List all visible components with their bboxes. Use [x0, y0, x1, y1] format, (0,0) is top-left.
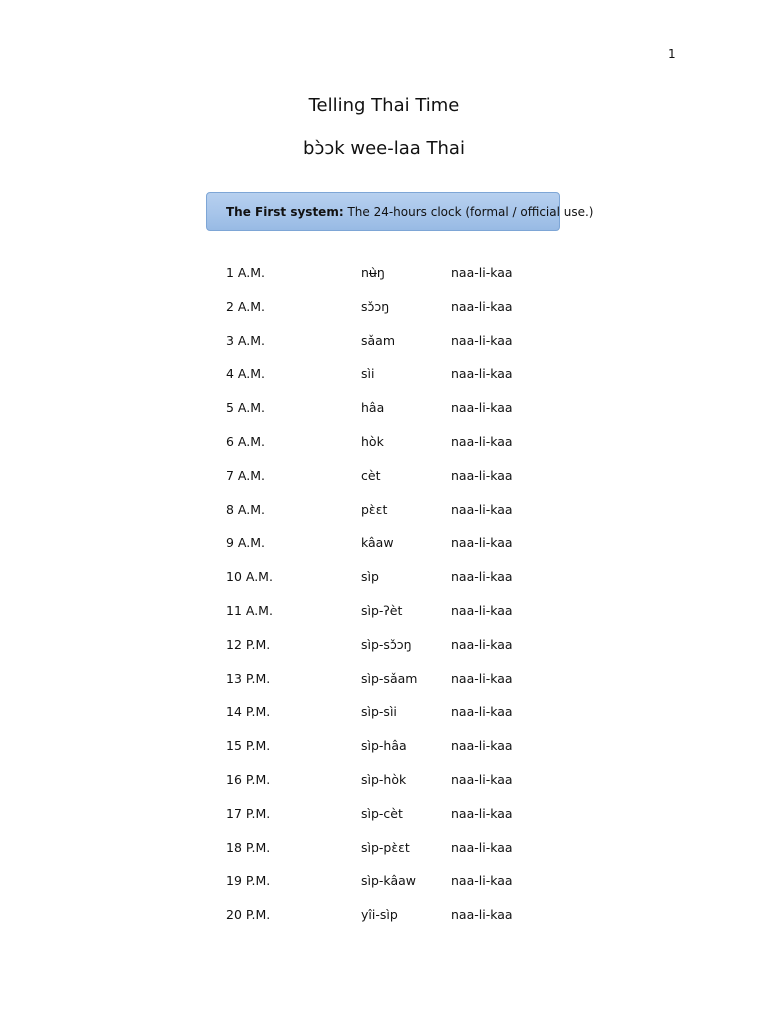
clock-word-cell: naa-li-kaa — [451, 873, 513, 889]
banner-text: The 24-hours clock (formal / official use.) — [343, 205, 594, 219]
time-cell: 11 A.M. — [226, 603, 273, 618]
page-title: Telling Thai Time — [308, 95, 460, 116]
thai-number-cell: hòk — [361, 434, 384, 449]
thai-number-cell: hâa — [361, 400, 385, 416]
clock-word-cell: naa-li-kaa — [451, 265, 513, 280]
time-cell: 20 P.M. — [226, 907, 271, 923]
clock-word-cell: naa-li-kaa — [451, 535, 513, 551]
thai-number-cell: cèt — [361, 467, 381, 483]
thai-number-cell: sìp-sɔ̌ɔŋ — [361, 636, 412, 652]
page-number: 1 — [668, 47, 676, 61]
thai-number-cell: sìp-hâa — [361, 738, 407, 754]
clock-word-cell: naa-li-kaa — [451, 636, 513, 652]
thai-number-cell: sɔ̌ɔŋ — [361, 298, 390, 314]
time-cell: 7 A.M. — [226, 467, 265, 483]
thai-number-cell: sǎam — [361, 332, 396, 348]
clock-word-cell: naa-li-kaa — [451, 704, 513, 720]
thai-number-cell: kâaw — [361, 535, 394, 551]
time-cell: 10 A.M. — [226, 569, 273, 585]
clock-word-cell: naa-li-kaa — [451, 501, 513, 517]
banner-label: The First system: — [226, 205, 344, 219]
clock-word-cell: naa-li-kaa — [451, 366, 513, 382]
thai-number-cell: sìi — [361, 366, 375, 382]
time-cell: 5 A.M. — [226, 400, 265, 416]
thai-number-cell: sìp-cèt — [361, 805, 403, 821]
time-cell: 3 A.M. — [226, 332, 265, 348]
clock-word-cell: naa-li-kaa — [451, 670, 513, 686]
clock-word-cell: naa-li-kaa — [451, 839, 513, 855]
time-cell: 19 P.M. — [226, 873, 271, 889]
time-cell: 9 A.M. — [226, 535, 265, 551]
time-cell: 18 P.M. — [226, 839, 271, 855]
time-cell: 8 A.M. — [226, 501, 265, 517]
time-cell: 2 A.M. — [226, 298, 265, 314]
time-cell: 13 P.M. — [226, 670, 271, 686]
thai-number-cell: sìp-sǎam — [361, 670, 418, 686]
time-cell: 4 A.M. — [226, 366, 265, 382]
time-cell: 6 A.M. — [226, 434, 265, 449]
thai-number-cell: nʉ̀ŋ — [361, 265, 385, 280]
time-cell: 16 P.M. — [226, 772, 271, 787]
clock-word-cell: naa-li-kaa — [451, 738, 513, 754]
time-cell: 14 P.M. — [226, 704, 271, 720]
thai-number-cell: sìp — [361, 569, 379, 585]
thai-number-cell: sìp-hòk — [361, 772, 407, 787]
page-subtitle: bɔ̀ɔk wee-laa Thai — [303, 138, 465, 159]
time-cell: 1 A.M. — [226, 265, 265, 280]
clock-word-cell: naa-li-kaa — [451, 569, 513, 585]
thai-number-cell: yîi-sìp — [361, 907, 398, 923]
time-cell: 15 P.M. — [226, 738, 271, 754]
thai-number-cell: sìp-sìi — [361, 704, 397, 720]
clock-word-cell: naa-li-kaa — [451, 772, 513, 787]
thai-number-cell: sìp-ʔèt — [361, 603, 403, 618]
clock-word-cell: naa-li-kaa — [451, 298, 513, 314]
clock-word-cell: naa-li-kaa — [451, 467, 513, 483]
thai-number-cell: sìp-pɛ̀ɛt — [361, 839, 410, 855]
clock-word-cell: naa-li-kaa — [451, 907, 513, 923]
clock-word-cell: naa-li-kaa — [451, 805, 513, 821]
thai-number-cell: pɛ̀ɛt — [361, 501, 388, 517]
clock-word-cell: naa-li-kaa — [451, 434, 513, 449]
clock-word-cell: naa-li-kaa — [451, 400, 513, 416]
thai-number-cell: sìp-kâaw — [361, 873, 416, 889]
time-cell: 17 P.M. — [226, 805, 271, 821]
clock-word-cell: naa-li-kaa — [451, 332, 513, 348]
section-banner — [206, 192, 594, 231]
time-cell: 12 P.M. — [226, 636, 271, 652]
clock-word-cell: naa-li-kaa — [451, 603, 513, 618]
